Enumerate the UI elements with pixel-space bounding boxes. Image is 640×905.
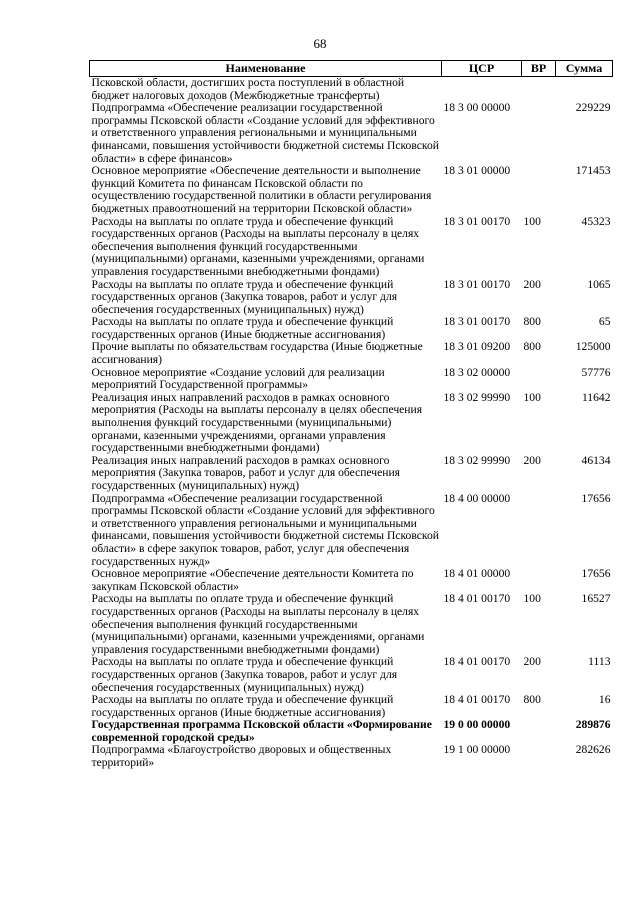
cell-vr: 200: [523, 453, 541, 467]
table-row: [90, 694, 613, 719]
cell-csr: 18 3 01 00170: [443, 315, 511, 329]
header-vr: ВР: [522, 61, 556, 77]
cell-csr: 18 3 01 00170: [443, 277, 511, 291]
cell-vr: 200: [523, 277, 541, 291]
cell-csr: 18 3 02 00000: [443, 365, 511, 379]
cell-csr: 18 3 02 99990: [443, 453, 511, 467]
cell-vr: 100: [523, 592, 541, 606]
cell-vr: [522, 102, 556, 165]
cell-vr: 100: [523, 390, 541, 404]
cell-vr: [522, 367, 556, 392]
cell-sum: 17656: [581, 491, 611, 505]
table-row: [90, 593, 613, 656]
cell-csr: 18 3 02 99990: [443, 390, 511, 404]
cell-csr: [442, 77, 522, 103]
cell-sum: 229229: [575, 101, 611, 115]
cell-name: Основное мероприятие «Создание условий для реализации мероприятий Государственной программы»: [91, 365, 385, 392]
cell-name: Основное мероприятие «Обеспечение деятельности и выполнение функций Комитета по финансам Псковской области по осуществлению государственной политики в области регулирования бюджетных правоотношений на территории Псковской области»: [91, 164, 432, 215]
cell-csr: 18 4 01 00170: [443, 693, 511, 707]
cell-vr: 800: [523, 693, 541, 707]
table-row: [90, 392, 613, 455]
table-row: [90, 279, 613, 317]
cell-csr: 19 1 00 00000: [443, 743, 511, 757]
table-row: [90, 656, 613, 694]
cell-vr: [522, 165, 556, 215]
header-sum: Сумма: [556, 61, 613, 77]
cell-vr: [522, 744, 556, 769]
header-name: Наименование: [90, 61, 442, 77]
cell-sum: 282626: [575, 743, 611, 757]
table-row: [90, 455, 613, 493]
cell-vr: 800: [523, 340, 541, 354]
table-row: [90, 341, 613, 366]
cell-vr: 200: [523, 655, 541, 669]
cell-name: Расходы на выплаты по оплате труда и обеспечение функций государственных органов (Закупка товаров, работ и услуг для обеспечения государственных (муниципальных) нужд): [91, 277, 398, 316]
cell-sum: 16: [598, 693, 611, 707]
table-row: [90, 367, 613, 392]
cell-name: Псковской области, достигших роста поступлений в областной бюджет налоговых доходов (Межбюджетные трансферты): [91, 76, 405, 102]
cell-csr: 18 3 01 00170: [443, 214, 511, 228]
cell-vr: 800: [523, 315, 541, 329]
cell-sum: 65: [598, 315, 611, 329]
table-header-row: [90, 61, 613, 77]
cell-name: Реализация иных направлений расходов в рамках основного мероприятия (Расходы на выплаты персоналу в целях обеспечения выполнения функций государственными (муниципальными) органами, казенными учреждениями, органами управления государственными внебюджетными фондами): [91, 390, 423, 455]
cell-name: Расходы на выплаты по оплате труда и обеспечение функций государственных органов (Иные бюджетные ассигнования): [91, 693, 394, 719]
cell-csr: 18 4 01 00000: [443, 567, 511, 581]
budget-table: [89, 60, 613, 770]
table-row: [90, 102, 613, 165]
table-row: [90, 216, 613, 279]
cell-sum: 57776: [581, 365, 611, 379]
cell-name: Подпрограмма «Обеспечение реализации государственной программы Псковской области «Создание условий для эффективного и ответственного управления региональными и муниципальными финансами, повышения устойчивости бюджетной системы Псковской области» в сфере финансов»: [91, 101, 439, 165]
cell-vr: [522, 568, 556, 593]
cell-vr: [522, 493, 556, 569]
header-csr: ЦСР: [442, 61, 522, 77]
cell-name: Государственная программа Псковской области «Формирование современной городской среды»: [91, 718, 432, 744]
cell-name: Прочие выплаты по обязательствам государства (Иные бюджетные ассигнования): [91, 340, 423, 367]
cell-name: Основное мероприятие «Обеспечение деятельности Комитета по закупкам Псковской области»: [91, 567, 414, 593]
cell-csr: 18 4 00 00000: [443, 491, 511, 505]
cell-name: Расходы на выплаты по оплате труда и обеспечение функций государственных органов (Иные бюджетные ассигнования): [91, 315, 394, 341]
cell-name: Расходы на выплаты по оплате труда и обеспечение функций государственных органов (Закупка товаров, работ и услуг для обеспечения государственных (муниципальных) нужд): [91, 655, 398, 694]
cell-csr: 18 3 01 00000: [443, 164, 511, 178]
page-number: 68: [313, 36, 327, 51]
cell-vr: [522, 77, 556, 103]
cell-sum: 171453: [575, 164, 611, 178]
cell-csr: 18 3 00 00000: [443, 101, 511, 115]
cell-sum: 17656: [581, 567, 611, 581]
table-row: [90, 316, 613, 341]
cell-sum: 11642: [581, 390, 611, 404]
cell-sum: 1065: [587, 277, 611, 291]
table-row: [90, 568, 613, 593]
table-row: [90, 744, 613, 769]
table-row: [90, 719, 613, 744]
cell-sum: 1113: [588, 655, 611, 669]
cell-vr: [522, 719, 556, 744]
cell-sum: 46134: [581, 453, 611, 467]
cell-sum: 45323: [581, 214, 611, 228]
cell-csr: 19 0 00 00000: [443, 718, 511, 732]
table-row: [90, 77, 613, 103]
cell-csr: 18 4 01 00170: [443, 655, 511, 669]
cell-sum: 16527: [581, 592, 611, 606]
cell-name: Реализация иных направлений расходов в рамках основного мероприятия (Закупка товаров, работ и услуг для обеспечения государственных (муниципальных) нужд): [91, 453, 400, 492]
cell-sum: 289876: [575, 718, 611, 732]
cell-name: Расходы на выплаты по оплате труда и обеспечение функций государственных органов (Расходы на выплаты персоналу в целях обеспечения выполнения функций государственными (муниципальными) органами, казенными учреждениями, органами управления государственными внебюджетными фондами): [91, 214, 425, 278]
cell-csr: 18 4 01 00170: [443, 592, 511, 606]
cell-name: Расходы на выплаты по оплате труда и обеспечение функций государственных органов (Расходы на выплаты персоналу в целях обеспечения выполнения функций государственными (муниципальными) органами, казенными учреждениями, органами управления государственными внебюджетными фондами): [91, 592, 425, 656]
cell-csr: 18 3 01 09200: [443, 340, 511, 354]
cell-name: Подпрограмма «Обеспечение реализации государственной программы Псковской области «Создание условий для эффективного и ответственного управления региональными и муниципальными финансами, повышения устойчивости бюджетной системы Псковской области» в сфере закупок товаров, работ, услуг для обеспечения государственных нужд»: [91, 491, 439, 568]
table-row: [90, 493, 613, 569]
cell-sum: 125000: [575, 340, 611, 354]
table-row: [90, 165, 613, 215]
cell-name: Подпрограмма «Благоустройство дворовых и общественных территорий»: [91, 743, 392, 770]
cell-sum: [556, 77, 613, 103]
cell-vr: 100: [523, 214, 541, 228]
